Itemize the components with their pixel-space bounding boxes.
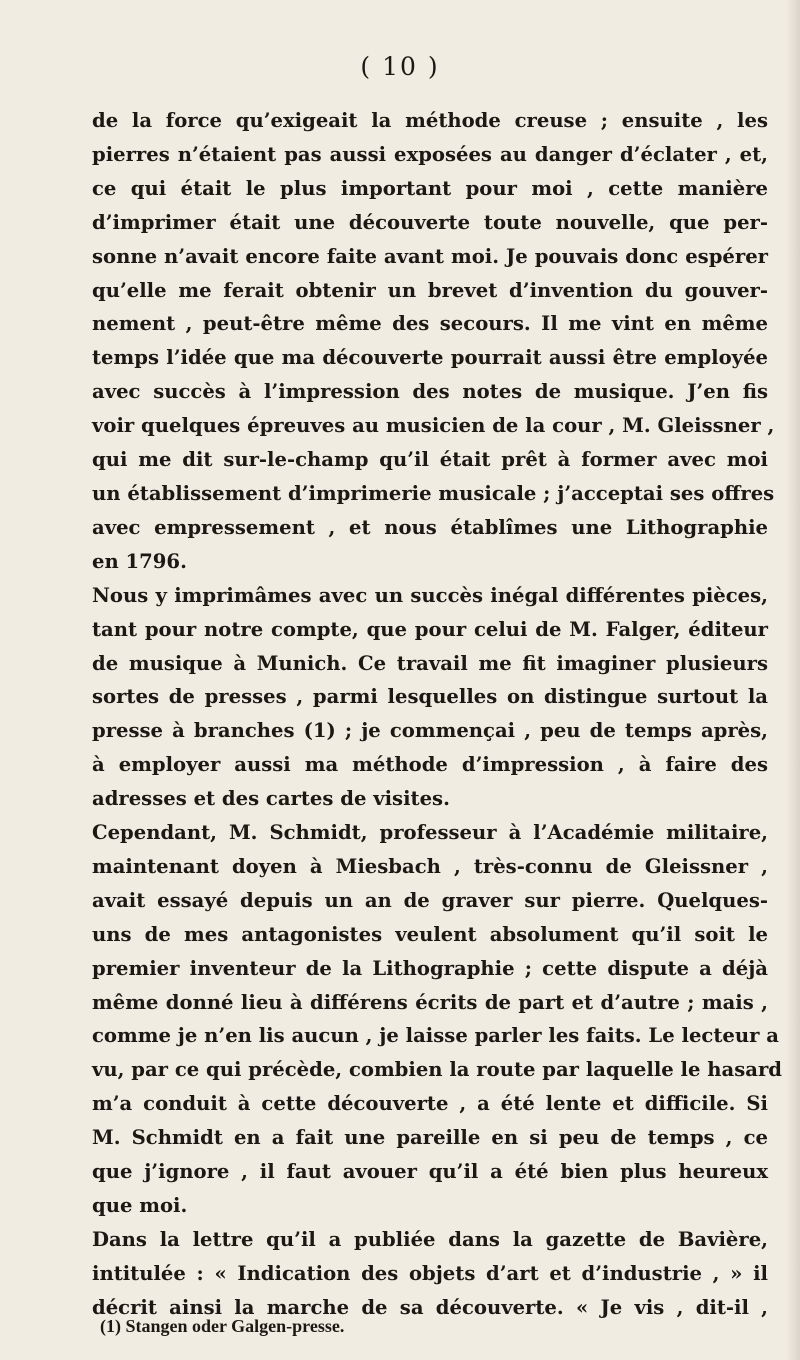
text-line: pierres n’étaient pas aussi exposées au danger d’éclater , et,: [92, 142, 768, 166]
footnote: (1) Stangen oder Galgen-presse.: [100, 1316, 345, 1336]
text-line: comme je n’en lis aucun , je laisse parler les faits. Le lecteur a: [92, 1024, 779, 1048]
text-line: que moi.: [92, 1194, 188, 1217]
text-line: vu, par ce qui précède, combien la route par laquelle le hasard: [92, 1058, 782, 1082]
text-line: sonne n’avait encore faite avant moi. Je pouvais donc espérer: [92, 244, 768, 268]
text-line: intitulée : « Indication des objets d’art et d’industrie , » il: [92, 1261, 768, 1285]
text-line: qui me dit sur-le-champ qu’il était prêt à former avec moi: [92, 448, 768, 472]
text-line: voir quelques épreuves au musicien de la cour , M. Gleissner ,: [92, 414, 775, 438]
text-line: nement , peut-être même des secours. Il me vint en même: [92, 312, 768, 336]
text-line: de musique à Munich. Ce travail me fit imaginer plusieurs: [92, 651, 768, 675]
page-edge-shadow: [786, 0, 800, 1360]
text-line: à employer aussi ma méthode d’impression , à faire des: [92, 753, 768, 777]
text-line: sortes de presses , parmi lesquelles on distingue surtout la: [92, 685, 768, 709]
text-line: d’imprimer était une découverte toute nouvelle, que per-: [92, 210, 768, 234]
text-line: adresses et des cartes de visites.: [92, 787, 450, 811]
text-line: ce qui était le plus important pour moi , cette manière: [92, 176, 768, 200]
text-line: avait essayé depuis un an de graver sur pierre. Quelques-: [92, 888, 768, 912]
text-line: un établissement d’imprimerie musicale ; j’acceptai ses offres: [92, 481, 775, 505]
text-line: même donné lieu à différens écrits de part et d’autre ; mais ,: [92, 990, 768, 1014]
paragraph-start-line: Dans la lettre qu’il a publiée dans la gazette de Bavière,: [92, 1227, 768, 1251]
text-line: premier inventeur de la Lithographie ; cette dispute a déjà: [92, 956, 768, 980]
text-line: de la force qu’exigeait la méthode creuse ; ensuite , les: [92, 109, 768, 132]
text-line: m’a conduit à cette découverte , a été lente et difficile. Si: [92, 1092, 768, 1116]
text-line: avec succès à l’impression des notes de musique. J’en fis: [92, 380, 768, 404]
text-line: qu’elle me ferait obtenir un brevet d’invention du gouver-: [92, 278, 768, 302]
text-line: en 1796.: [92, 549, 187, 573]
text-line: uns de mes antagonistes veulent absolument qu’il soit le: [92, 922, 768, 946]
text-line: décrit ainsi la marche de sa découverte. « Je vis , dit-il ,: [92, 1295, 768, 1319]
page-number: ( 10 ): [360, 52, 440, 81]
text-line: presse à branches (1) ; je commençai , peu de temps après,: [92, 719, 768, 743]
paragraph-start-line: Cependant, M. Schmidt, professeur à l’Académie militaire,: [92, 821, 768, 845]
text-line: temps l’idée que ma découverte pourrait aussi être employée: [92, 346, 768, 370]
text-line: tant pour notre compte, que pour celui de M. Falger, éditeur: [92, 617, 768, 641]
body-text: [92, 104, 782, 1325]
text-line: maintenant doyen à Miesbach , très-connu de Gleissner ,: [92, 854, 768, 878]
text-line: M. Schmidt en a fait une pareille en si peu de temps , ce: [92, 1126, 768, 1150]
paragraph-start-line: Nous y imprimâmes avec un succès inégal différentes pièces,: [92, 583, 768, 607]
text-line: avec empressement , et nous établîmes une Lithographie: [92, 515, 768, 539]
text-line: que j’ignore , il faut avouer qu’il a été bien plus heureux: [92, 1160, 768, 1184]
